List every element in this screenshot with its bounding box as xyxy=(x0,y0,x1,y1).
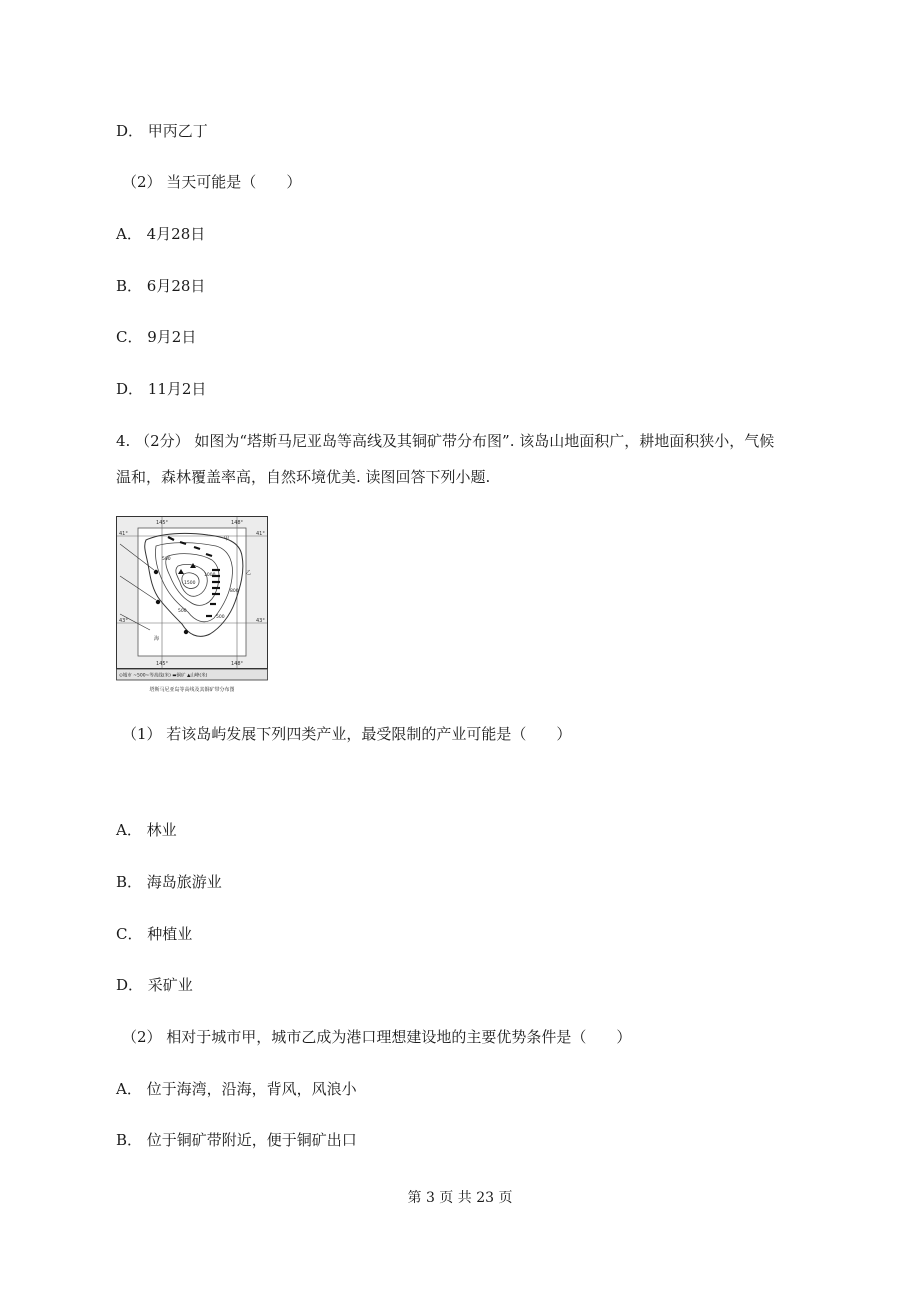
place-label-yi: 乙 xyxy=(246,570,252,576)
q3-sub2-option-a: A． 4月28日 xyxy=(116,225,206,243)
city-icon xyxy=(156,600,160,604)
tasmania-contour-map xyxy=(116,516,268,694)
q4-sub1-stem: （1） 若该岛屿发展下列四类产业，最受限制的产业可能是（ ） xyxy=(122,725,572,743)
page-footer: 第 3 页 共 23 页 xyxy=(407,1190,513,1206)
map-caption: 塔斯马尼亚岛等高线及其铜矿带分布图 xyxy=(149,687,235,693)
q4-sub2-option-b: B． 位于铜矿带附近，便于铜矿出口 xyxy=(116,1131,357,1149)
lat-right-43: 43° xyxy=(256,618,265,624)
lon-bottom-148: 148° xyxy=(230,661,244,667)
lon-top-145: 145° xyxy=(155,520,169,526)
lat-left-43: 43° xyxy=(119,618,128,624)
q4-sub1-option-b: B． 海岛旅游业 xyxy=(116,873,222,891)
q4-sub1-option-a: A． 林业 xyxy=(116,821,177,839)
lat-left-41: 41° xyxy=(119,531,128,537)
q3-sub2-stem: （2） 当天可能是（ ） xyxy=(122,173,302,191)
q4-stem-line2: 温和，森林覆盖率高，自然环境优美. 读图回答下列小题. xyxy=(116,468,491,486)
contour-label: 500 xyxy=(162,557,171,562)
contour-label: 500 xyxy=(178,609,187,614)
q4-stem-line1: 4. （2分） 如图为“塔斯马尼亚岛等高线及其铜矿带分布图”. 该岛山地面积广，耕地面积狭小，气候 xyxy=(116,432,775,450)
lon-top-148: 148° xyxy=(230,520,244,526)
q4-sub1-option-d: D． 采矿业 xyxy=(116,976,193,994)
city-icon xyxy=(154,570,158,574)
contour-label: 1500 xyxy=(184,581,196,586)
q3-option-d: D． 甲丙乙丁 xyxy=(116,122,208,140)
contour-label: 800 xyxy=(230,589,239,594)
q4-sub2-stem: （2） 相对于城市甲，城市乙成为港口理想建设地的主要优势条件是（ ） xyxy=(122,1028,632,1046)
contour-label: 500 xyxy=(216,615,225,620)
q3-sub2-option-d: D． 11月2日 xyxy=(116,380,207,398)
q4-sub1-option-c: C． 种植业 xyxy=(116,925,193,943)
lat-right-41: 41° xyxy=(256,531,265,537)
map-legend: ⊙城市 ~500~等高线(米) ▬铜矿 ▲山峰(米) xyxy=(119,673,208,679)
q3-sub2-option-c: C． 9月2日 xyxy=(116,328,197,346)
city-icon xyxy=(184,630,188,634)
contour-label: 1000 xyxy=(204,573,216,578)
place-label-jia: 甲 xyxy=(224,536,230,542)
q4-sub2-option-a: A． 位于海湾，沿海，背风，风浪小 xyxy=(116,1080,357,1098)
place-label-sea: 海 xyxy=(154,636,160,642)
q3-sub2-option-b: B． 6月28日 xyxy=(116,277,206,295)
lon-bottom-145: 145° xyxy=(155,661,169,667)
